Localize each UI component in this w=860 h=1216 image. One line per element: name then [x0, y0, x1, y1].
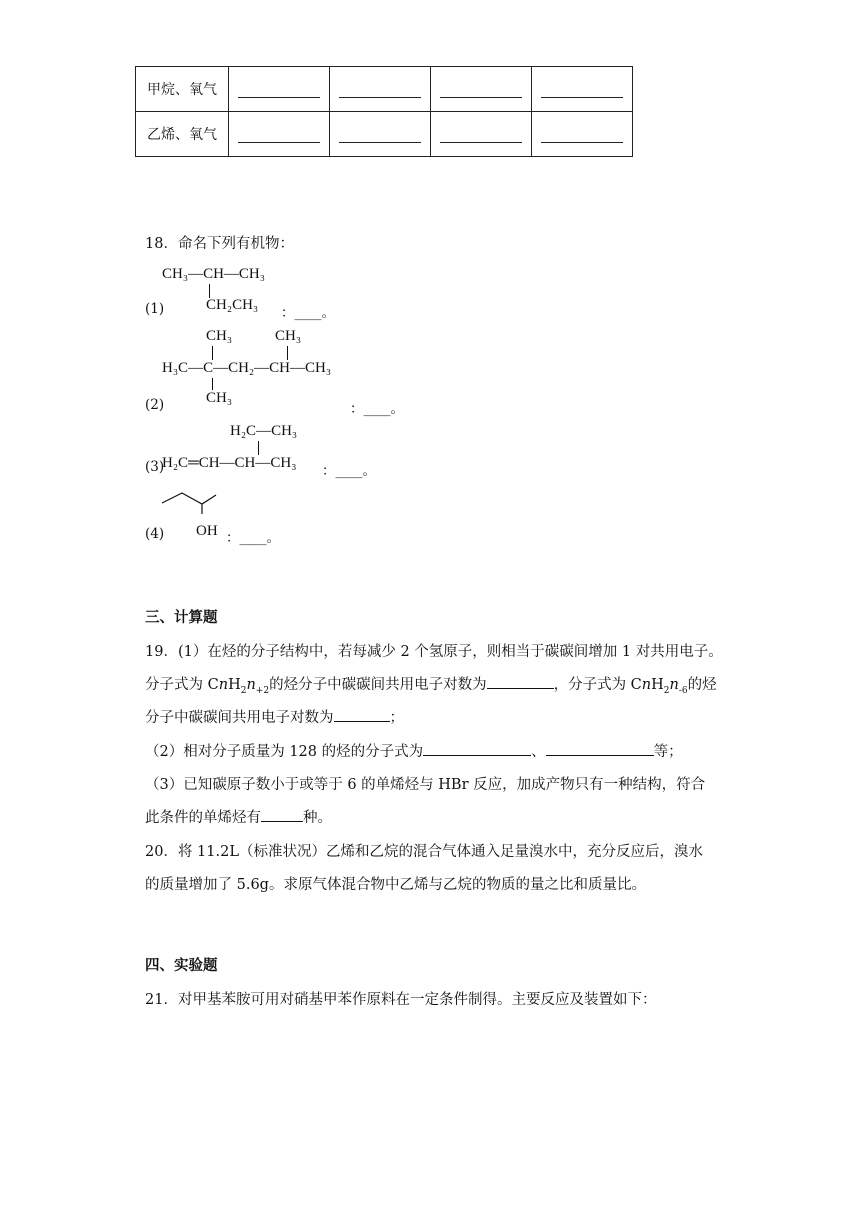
q18-item-2-answer[interactable]: ：____。 [350, 401, 404, 417]
answer-blank[interactable] [339, 126, 421, 143]
q20-line-1: 20．将 11.2L（标准状况）乙烯和乙烷的混合气体通入足量溴水中，充分反应后，溴水 [145, 844, 703, 860]
q18-item-2-number: (2) [145, 397, 165, 413]
answer-blank[interactable] [546, 741, 654, 756]
q19-line-2: 分子式为 $CnH_2n_{+2}$的烃分子中碳碳间共用电子对数为 ，分子式为 $CnH_2n_{-6}$的烃 [145, 673, 717, 696]
q18-item-3-answer[interactable]: ：____。 [322, 463, 376, 479]
q19-line-4: （2）相对分子质量为 128 的烃的分子式为 、 等； [145, 740, 683, 761]
structure-4-oh: OH [196, 523, 218, 539]
formula-cnh2n6: $nH_2n_{-6}$ [641, 677, 688, 696]
formula-cnh2n2: $nH_2n_{+2}$ [218, 677, 270, 696]
structure-3-main: H₂C═CH—CH—CH₃ [162, 455, 297, 471]
answer-blank[interactable] [423, 741, 531, 756]
answer-table [135, 66, 633, 157]
structure-2-main: H₃C—C—CH₂—CH—CH₃ [162, 360, 332, 376]
q18-item-1-number: (1) [145, 301, 165, 317]
structure-2-bottom: CH₃ [206, 390, 233, 406]
q20-line-2: 的质量增加了 5.6g。求原气体混合物中乙烯与乙烷的物质的量之比和质量比。 [145, 877, 646, 893]
q18-item-4-number: (4) [145, 526, 165, 542]
answer-blank[interactable] [238, 81, 320, 98]
q18-item-3-number: (3) [145, 459, 165, 475]
answer-blank[interactable] [334, 707, 390, 722]
bond-line [258, 441, 259, 455]
bond-line [212, 378, 213, 390]
bond-line [212, 346, 213, 360]
answer-blank[interactable] [541, 126, 623, 143]
q18-title: 18．命名下列有机物： [145, 236, 294, 252]
q19-line-6: 此条件的单烯烃有 种。 [145, 806, 332, 827]
structure-4-skeletal [160, 490, 230, 514]
q18-item-1-answer[interactable]: ：____。 [281, 305, 335, 321]
section-4-heading: 四、实验题 [145, 957, 218, 974]
structure-1-main: CH₃—CH—CH₃ [162, 266, 265, 282]
q21-line-1: 21．对甲基苯胺可用对硝基甲苯作原料在一定条件制得。主要反应及装置如下： [145, 992, 657, 1008]
structure-2-top-left: CH₃ [206, 328, 233, 344]
table-row [136, 112, 633, 157]
bond-line [287, 346, 288, 360]
bond-line [209, 284, 210, 298]
answer-blank[interactable] [541, 81, 623, 98]
q19-line-5: （3）已知碳原子数小于或等于 6 的单烯烃与 HBr 反应，加成产物只有一种结构，符合 [145, 777, 706, 793]
structure-1-branch: CH₂CH₃ [206, 297, 259, 313]
structure-3-top: H₂C—CH₃ [230, 423, 298, 439]
answer-blank[interactable] [487, 674, 554, 689]
answer-blank[interactable] [261, 807, 303, 822]
answer-blank[interactable] [440, 126, 522, 143]
answer-blank[interactable] [339, 81, 421, 98]
q19-line-1: 19．(1）在烃的分子结构中，若每减少 2 个氢原子，则相当于碳碳间增加 1 对共用电子。 [145, 644, 723, 660]
table-row-label: 甲烷、氧气 [136, 67, 229, 112]
q18-item-4-answer[interactable]: ：____。 [226, 530, 280, 546]
table-row-label: 乙烯、氧气 [136, 112, 229, 157]
section-3-heading: 三、计算题 [145, 609, 218, 626]
answer-blank[interactable] [440, 81, 522, 98]
answer-blank[interactable] [238, 126, 320, 143]
table-row [136, 67, 633, 112]
structure-2-top-right: CH₃ [275, 328, 302, 344]
q19-line-3: 分子中碳碳间共用电子对数为 ； [145, 706, 404, 727]
